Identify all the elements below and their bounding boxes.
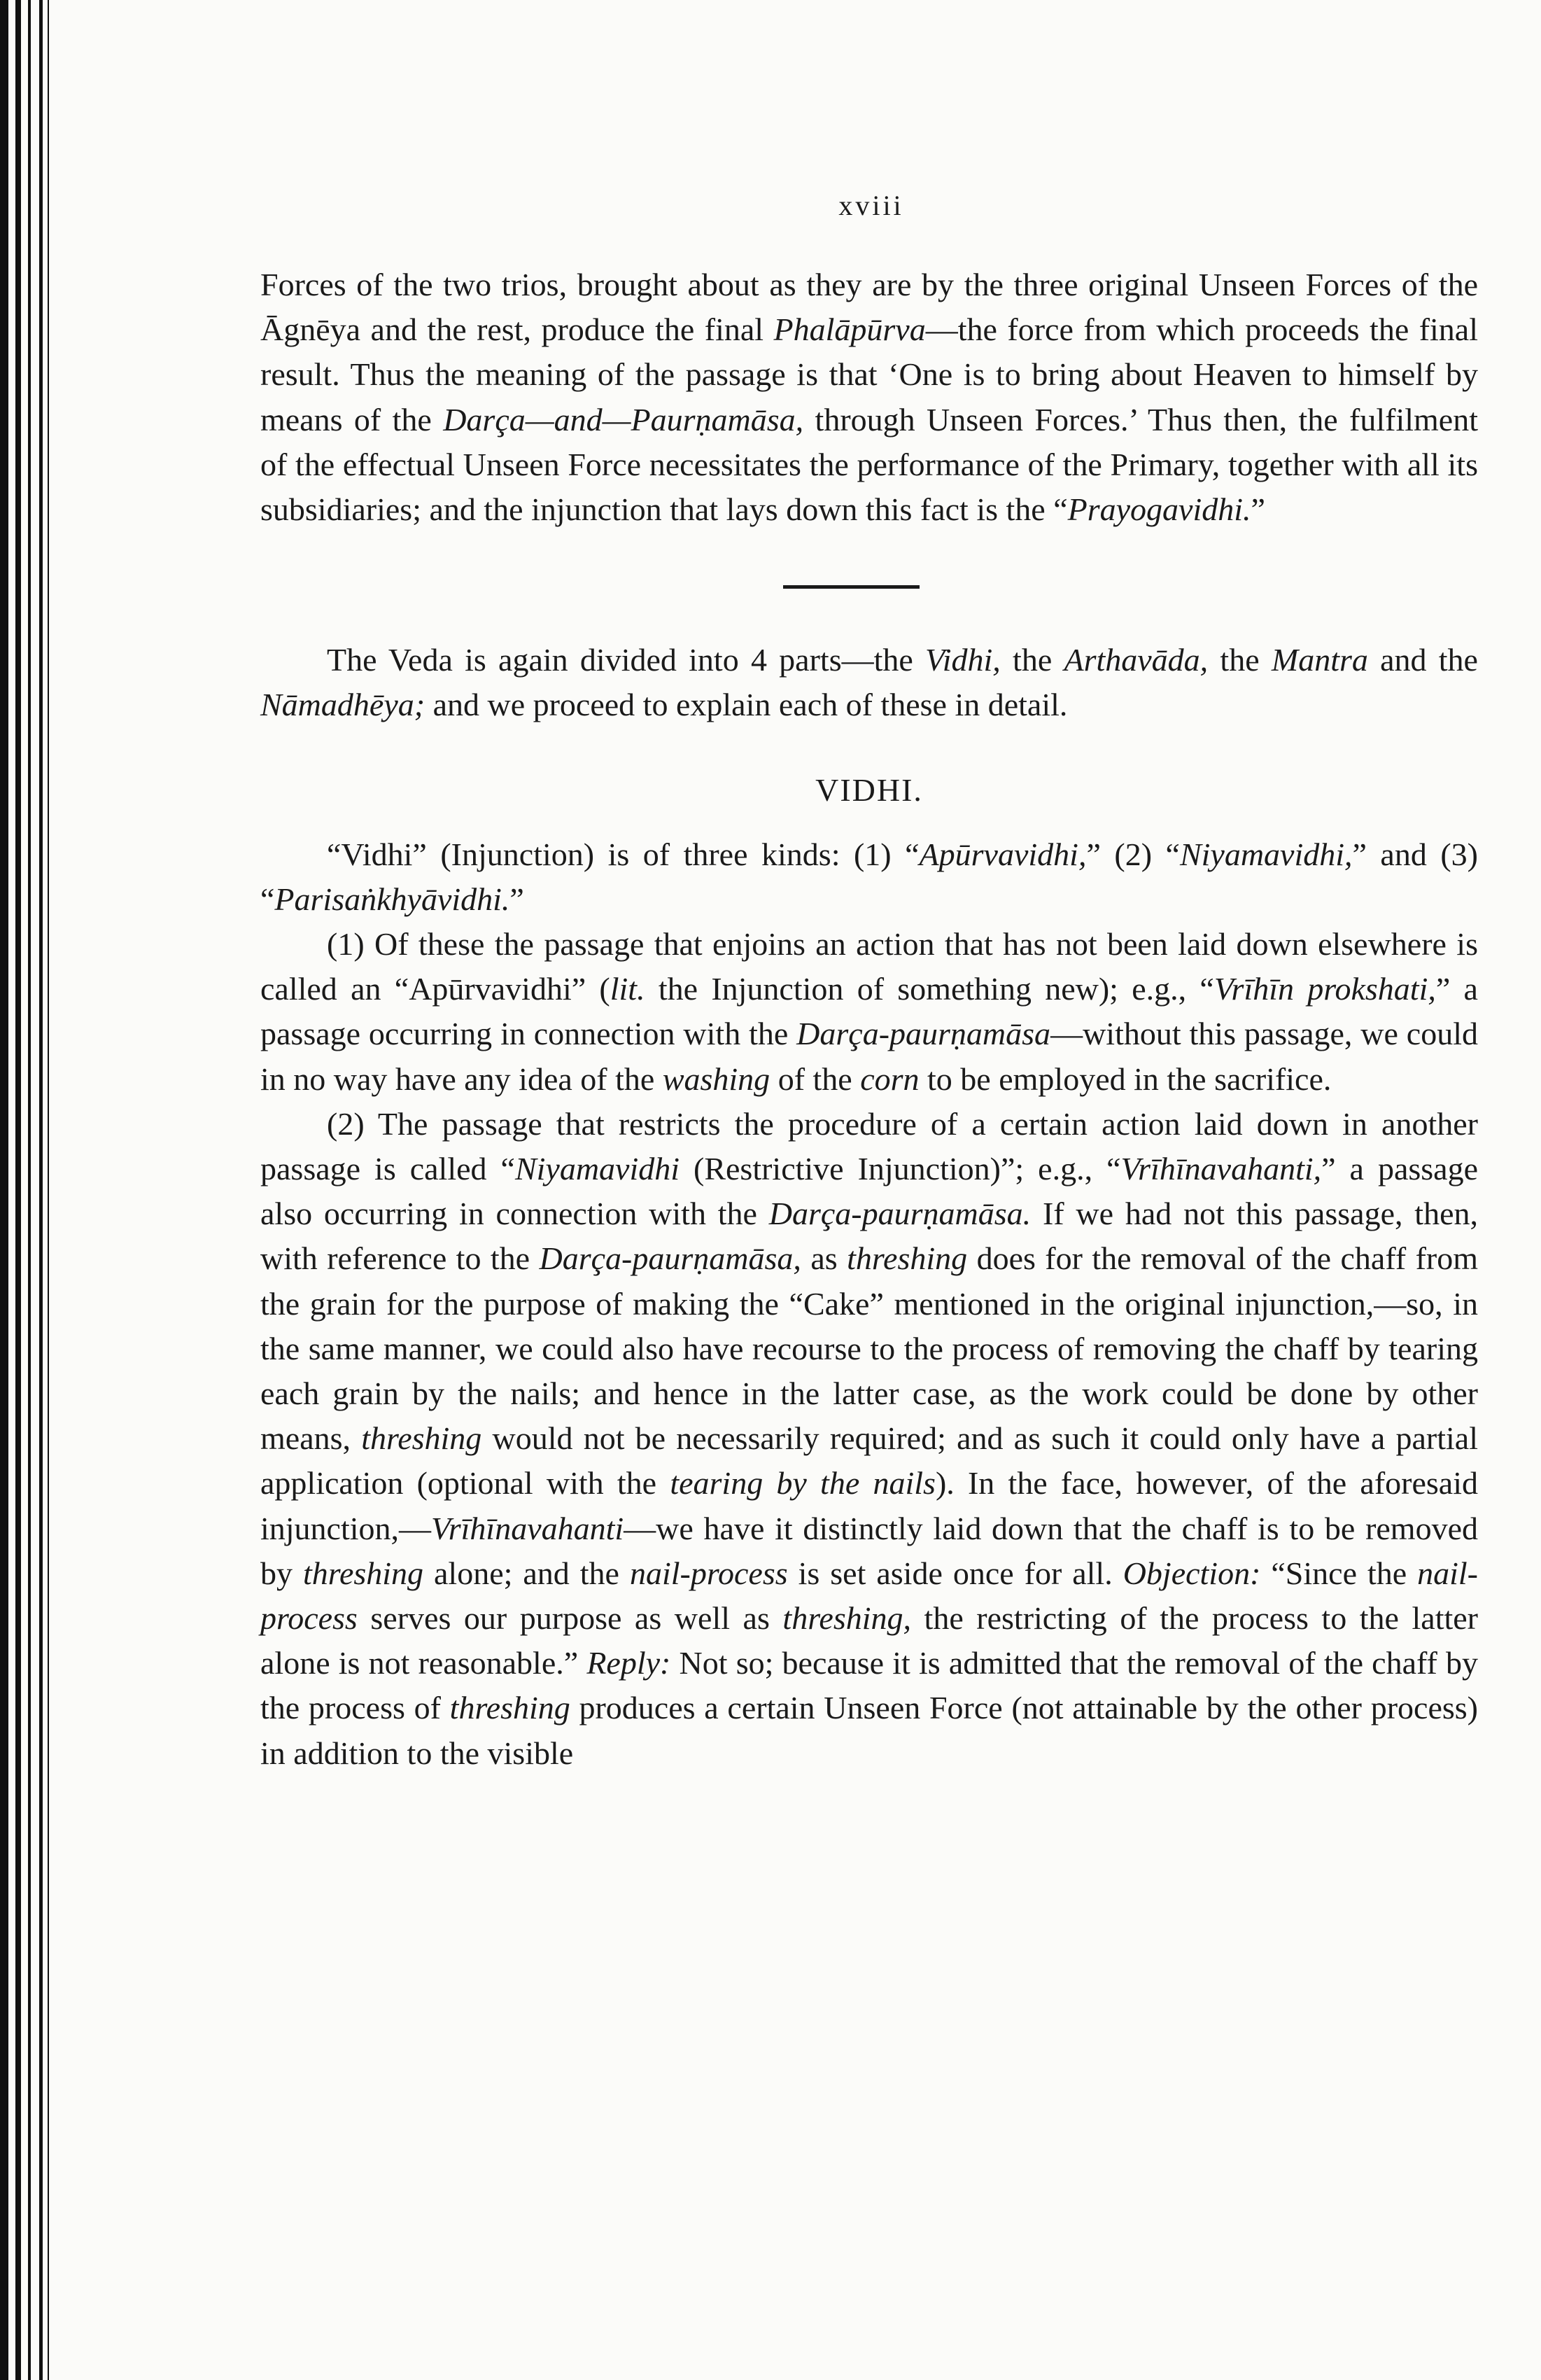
page-body: [260, 189, 1478, 1776]
paragraph-veda-parts: The Veda is again divided into 4 parts—the Vidhi, the Arthavāda, the Mantra and the Nāmadhēya; and we proceed to explain each of these in detail.: [260, 642, 1478, 723]
paragraph-prayogavidhi: Forces of the two trios, brought about as they are by the three original Unseen Forces of the Āgnēya and the rest, produce the final Phalāpūrva—the force from which proceeds the final result. Thus the meaning of the passage is that ‘One is to bring about Heaven to himself by means of the Darça—and—Paurṇamāsa, through Unseen Forces.’ Thus then, the fulfilment of the effectual Unseen Force necessitates the performance of the Primary, together with all its subsidiaries; and the injunction that lays down this fact is the “Prayogavidhi.”: [260, 267, 1478, 528]
section-divider: [783, 585, 920, 589]
paragraph-niyamavidhi: (2) The passage that restricts the procedure of a certain action laid down in another passage is called “Niyamavidhi (Restrictive Injunction)”; e.g., “Vrīhīnavahanti,” a passage also occurring in connection with the Darça-paurṇamāsa. If we had not this passage, then, with reference to the Darça-paurṇamāsa, as threshing does for the removal of the chaff from the grain for the purpose of making the “Cake” mentioned in the original injunction,—so, in the same manner, we could also have recourse to the process of removing the chaff by tearing each grain by the nails; and hence in the latter case, as the work could be done by other means, threshing would not be necessarily required; and as such it could only have a partial application (optional with the tearing by the nails). In the face, however, of the aforesaid injunction,—Vrīhīnavahanti—we have it distinctly laid down that the chaff is to be removed by threshing alone; and the nail-process is set aside once for all. Objection: “Since the nail-process serves our purpose as well as threshing, the restricting of the process to the latter alone is not reasonable.” Reply: Not so; because it is admitted that the removal of the chaff by the process of threshing produces a certain Unseen Force (not attainable by the other process) in addition to the visible: [260, 1105, 1479, 1771]
scan-binding-edge: [0, 0, 55, 2380]
page-number: xviii: [838, 190, 904, 221]
paragraph-apurvavidhi: (1) Of these the passage that enjoins an action that has not been laid down elsewhere is called an “Apūrvavidhi” (lit. the Injunction of something new); e.g., “Vrīhīn prokshati,” a passage occurring in connection with the Darça-paurṇamāsa—without this passage, we could in no way have any idea of the washing of the corn to be employed in the sacrifice.: [260, 926, 1478, 1097]
paragraph-vidhi-kinds: “Vidhi” (Injunction) is of three kinds: (1) “Apūrvavidhi,” (2) “Niyamavidhi,” and (3) “Parisaṅkhyāvidhi.”: [260, 836, 1478, 917]
section-heading-vidhi: VIDHI.: [815, 771, 923, 808]
